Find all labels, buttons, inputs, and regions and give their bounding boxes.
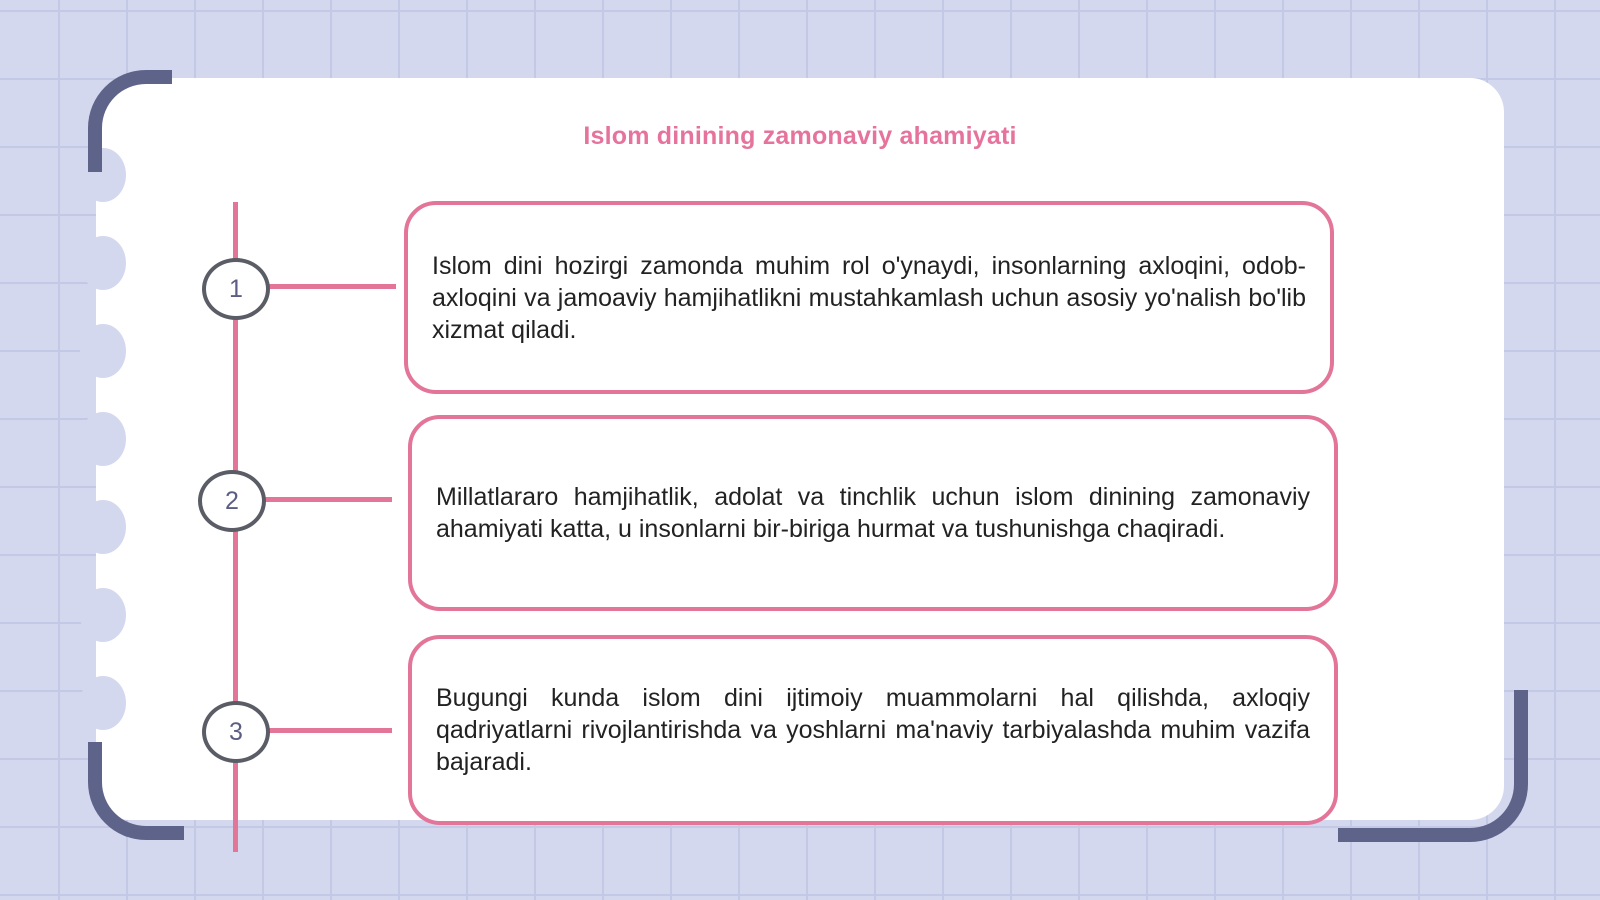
timeline-card	[408, 635, 1338, 825]
timeline-connector	[262, 497, 392, 502]
timeline-connector	[266, 728, 392, 733]
corner-bracket-top-left	[88, 70, 172, 172]
timeline-card	[404, 201, 1334, 394]
corner-bracket-bottom-left	[88, 742, 184, 840]
paper-notch	[80, 676, 126, 730]
card-text: Islom dini hozirgi zamonda muhim rol o'ynaydi, insonlarning axloqini, odob-axloqini va jamoaviy hamjihatlikni mustahkamlash uchun asosiy yo'nalish bo'lib xizmat qiladi.	[432, 251, 1306, 344]
paper-notch	[80, 412, 126, 466]
step-number-circle: 1	[202, 258, 270, 320]
card-text: Bugungi kunda islom dini ijtimoiy muammolarni hal qilishda, axloqiy qadriyatlarni rivojlantirishda va yoshlarni ma'naviy tarbiyalashda muhim vazifa bajaradi.	[436, 684, 1310, 776]
paper-notch	[80, 324, 126, 378]
paper-notch	[80, 500, 126, 554]
timeline-connector	[266, 284, 396, 289]
corner-bracket-bottom-right	[1338, 690, 1528, 842]
slide-title: Islom dinining zamonaviy ahamiyati	[583, 122, 1017, 150]
card-text: Millatlararo hamjihatlik, adolat va tinchlik uchun islom dinining zamonaviy ahamiyati katta, u insonlarni bir-biriga hurmat va tushunishga chaqiradi.	[436, 483, 1310, 543]
timeline-card	[408, 415, 1338, 611]
paper-notch	[80, 588, 126, 642]
paper-notch	[80, 236, 126, 290]
step-number-circle: 2	[198, 470, 266, 532]
step-number-circle: 3	[202, 701, 270, 763]
